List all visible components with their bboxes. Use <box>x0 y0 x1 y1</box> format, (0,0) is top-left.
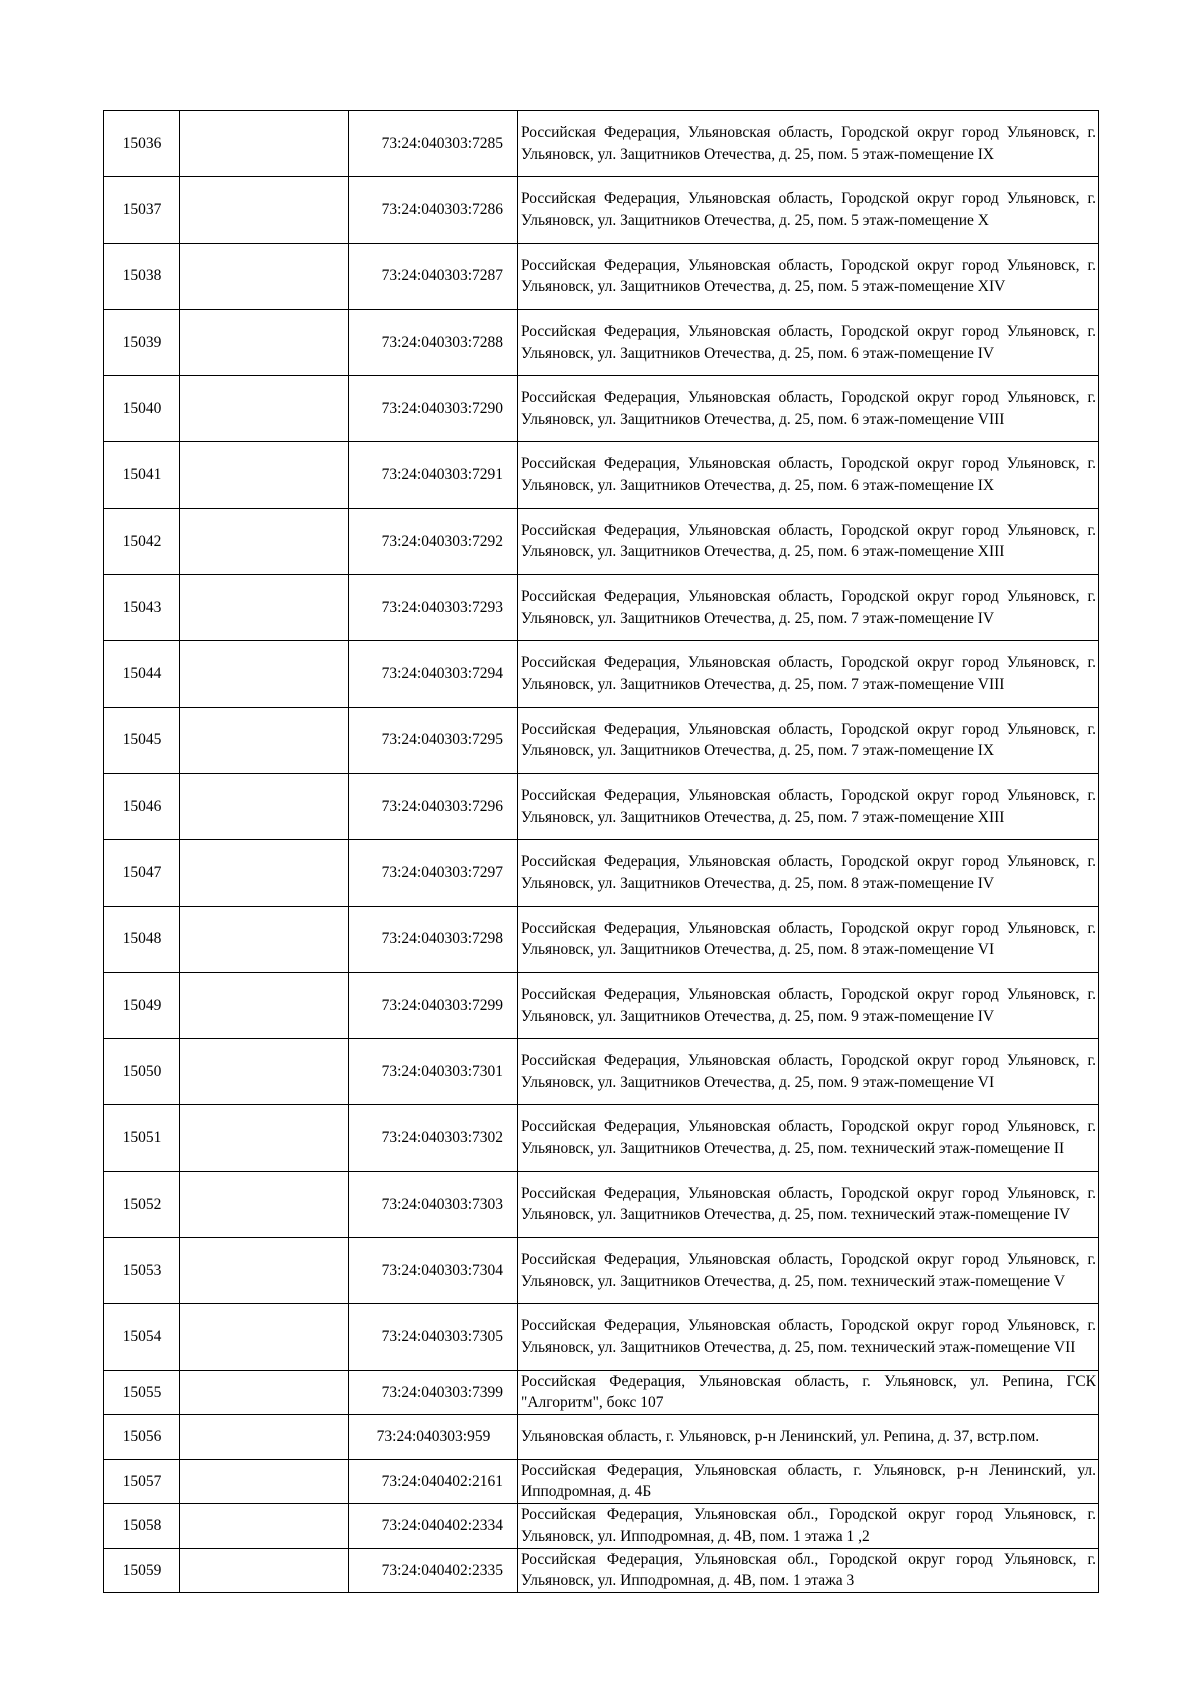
owner-cell <box>180 840 349 906</box>
table-row <box>104 1171 1099 1237</box>
table-row <box>104 1504 1099 1549</box>
row-number-cell: 15038 <box>104 243 180 309</box>
cadastral-number-cell: 73:24:040303:7303 <box>349 1171 518 1237</box>
owner-cell <box>180 575 349 641</box>
address-cell: Российская Федерация, Ульяновская область, Городской округ город Ульяновск, г. Ульяновск, ул. Защитников Отечества, д. 25, пом. 6 этаж-помещение VIII <box>518 376 1099 442</box>
cadastral-number-cell: 73:24:040303:7294 <box>349 641 518 707</box>
row-number-cell: 15051 <box>104 1105 180 1171</box>
row-number-cell: 15041 <box>104 442 180 508</box>
table-row <box>104 972 1099 1038</box>
cadastral-number-cell: 73:24:040402:2334 <box>349 1504 518 1549</box>
address-cell: Российская Федерация, Ульяновская область, Городской округ город Ульяновск, г. Ульяновск, ул. Защитников Отечества, д. 25, пом. 6 этаж-помещение XIII <box>518 508 1099 574</box>
owner-cell <box>180 972 349 1038</box>
owner-cell <box>180 177 349 243</box>
row-number-cell: 15040 <box>104 376 180 442</box>
address-cell: Российская Федерация, Ульяновская область, Городской округ город Ульяновск, г. Ульяновск, ул. Защитников Отечества, д. 25, пом. технический этаж-помещение II <box>518 1105 1099 1171</box>
owner-cell <box>180 1171 349 1237</box>
address-cell: Российская Федерация, Ульяновская область, Городской округ город Ульяновск, г. Ульяновск, ул. Защитников Отечества, д. 25, пом. 8 этаж-помещение VI <box>518 906 1099 972</box>
row-number-cell: 15037 <box>104 177 180 243</box>
owner-cell <box>180 1039 349 1105</box>
address-cell: Российская Федерация, Ульяновская область, Городской округ город Ульяновск, г. Ульяновск, ул. Защитников Отечества, д. 25, пом. 7 этаж-помещение XIII <box>518 773 1099 839</box>
table-row <box>104 707 1099 773</box>
cadastral-number-cell: 73:24:040303:7292 <box>349 508 518 574</box>
table-row <box>104 1459 1099 1504</box>
cadastral-number-cell: 73:24:040303:7301 <box>349 1039 518 1105</box>
cadastral-number-cell: 73:24:040303:7299 <box>349 972 518 1038</box>
address-cell: Российская Федерация, Ульяновская область, г. Ульяновск, р-н Ленинский, ул. Ипподромная, д. 4Б <box>518 1459 1099 1504</box>
row-number-cell: 15046 <box>104 773 180 839</box>
owner-cell <box>180 1105 349 1171</box>
cadastral-number-cell: 73:24:040303:7304 <box>349 1238 518 1304</box>
table-row <box>104 1304 1099 1370</box>
owner-cell <box>180 906 349 972</box>
row-number-cell: 15048 <box>104 906 180 972</box>
row-number-cell: 15054 <box>104 1304 180 1370</box>
address-cell: Российская Федерация, Ульяновская область, Городской округ город Ульяновск, г. Ульяновск, ул. Защитников Отечества, д. 25, пом. 5 этаж-помещение X <box>518 177 1099 243</box>
cadastral-number-cell: 73:24:040303:7302 <box>349 1105 518 1171</box>
owner-cell <box>180 508 349 574</box>
table-row <box>104 111 1099 177</box>
table-row <box>104 1238 1099 1304</box>
cadastral-number-cell: 73:24:040303:7296 <box>349 773 518 839</box>
row-number-cell: 15053 <box>104 1238 180 1304</box>
cadastral-number-cell: 73:24:040303:7286 <box>349 177 518 243</box>
owner-cell <box>180 1415 349 1460</box>
owner-cell <box>180 442 349 508</box>
address-cell: Российская Федерация, Ульяновская область, Городской округ город Ульяновск, г. Ульяновск, ул. Защитников Отечества, д. 25, пом. 5 этаж-помещение XIV <box>518 243 1099 309</box>
address-cell: Российская Федерация, Ульяновская область, Городской округ город Ульяновск, г. Ульяновск, ул. Защитников Отечества, д. 25, пом. технический этаж-помещение V <box>518 1238 1099 1304</box>
owner-cell <box>180 1238 349 1304</box>
address-cell: Российская Федерация, Ульяновская область, Городской округ город Ульяновск, г. Ульяновск, ул. Защитников Отечества, д. 25, пом. 8 этаж-помещение IV <box>518 840 1099 906</box>
owner-cell <box>180 641 349 707</box>
address-cell: Российская Федерация, Ульяновская область, Городской округ город Ульяновск, г. Ульяновск, ул. Защитников Отечества, д. 25, пом. технический этаж-помещение IV <box>518 1171 1099 1237</box>
owner-cell <box>180 1304 349 1370</box>
row-number-cell: 15055 <box>104 1370 180 1415</box>
address-cell: Российская Федерация, Ульяновская область, Городской округ город Ульяновск, г. Ульяновск, ул. Защитников Отечества, д. 25, пом. технический этаж-помещение VII <box>518 1304 1099 1370</box>
address-cell: Российская Федерация, Ульяновская область, Городской округ город Ульяновск, г. Ульяновск, ул. Защитников Отечества, д. 25, пом. 7 этаж-помещение IX <box>518 707 1099 773</box>
cadastral-number-cell: 73:24:040303:7285 <box>349 111 518 177</box>
row-number-cell: 15050 <box>104 1039 180 1105</box>
table-row <box>104 575 1099 641</box>
address-cell: Российская Федерация, Ульяновская область, Городской округ город Ульяновск, г. Ульяновск, ул. Защитников Отечества, д. 25, пом. 9 этаж-помещение IV <box>518 972 1099 1038</box>
table-row <box>104 1415 1099 1460</box>
address-cell: Ульяновская область, г. Ульяновск, р-н Ленинский, ул. Репина, д. 37, встр.пом. <box>518 1415 1099 1460</box>
cadastral-number-cell: 73:24:040402:2161 <box>349 1459 518 1504</box>
cadastral-number-cell: 73:24:040402:2335 <box>349 1548 518 1593</box>
row-number-cell: 15056 <box>104 1415 180 1460</box>
address-cell: Российская Федерация, Ульяновская обл., Городской округ город Ульяновск, г. Ульяновск, ул. Ипподромная, д. 4В, пом. 1 этажа 3 <box>518 1548 1099 1593</box>
table-row <box>104 840 1099 906</box>
address-cell: Российская Федерация, Ульяновская область, Городской округ город Ульяновск, г. Ульяновск, ул. Защитников Отечества, д. 25, пом. 9 этаж-помещение VI <box>518 1039 1099 1105</box>
table-row <box>104 1105 1099 1171</box>
cadastral-number-cell: 73:24:040303:7305 <box>349 1304 518 1370</box>
owner-cell <box>180 1459 349 1504</box>
owner-cell <box>180 773 349 839</box>
cadastral-number-cell: 73:24:040303:7297 <box>349 840 518 906</box>
owner-cell <box>180 309 349 375</box>
cadastral-number-cell: 73:24:040303:7291 <box>349 442 518 508</box>
row-number-cell: 15052 <box>104 1171 180 1237</box>
row-number-cell: 15045 <box>104 707 180 773</box>
owner-cell <box>180 243 349 309</box>
address-cell: Российская Федерация, Ульяновская область, г. Ульяновск, ул. Репина, ГСК "Алгоритм", бокс 107 <box>518 1370 1099 1415</box>
table-row <box>104 1039 1099 1105</box>
cadastral-number-cell: 73:24:040303:7293 <box>349 575 518 641</box>
table-row <box>104 1370 1099 1415</box>
table-row <box>104 773 1099 839</box>
cadastral-number-cell: 73:24:040303:7298 <box>349 906 518 972</box>
table-row <box>104 508 1099 574</box>
owner-cell <box>180 111 349 177</box>
row-number-cell: 15039 <box>104 309 180 375</box>
table-row <box>104 1548 1099 1593</box>
row-number-cell: 15047 <box>104 840 180 906</box>
table-row <box>104 641 1099 707</box>
owner-cell <box>180 1548 349 1593</box>
row-number-cell: 15057 <box>104 1459 180 1504</box>
row-number-cell: 15049 <box>104 972 180 1038</box>
table-row <box>104 442 1099 508</box>
property-register-page <box>103 110 1099 1593</box>
address-cell: Российская Федерация, Ульяновская обл., Городской округ город Ульяновск, г. Ульяновск, ул. Ипподромная, д. 4В, пом. 1 этажа 1 ,2 <box>518 1504 1099 1549</box>
owner-cell <box>180 1504 349 1549</box>
address-cell: Российская Федерация, Ульяновская область, Городской округ город Ульяновск, г. Ульяновск, ул. Защитников Отечества, д. 25, пом. 6 этаж-помещение IX <box>518 442 1099 508</box>
table-body <box>104 111 1099 1593</box>
address-cell: Российская Федерация, Ульяновская область, Городской округ город Ульяновск, г. Ульяновск, ул. Защитников Отечества, д. 25, пом. 6 этаж-помещение IV <box>518 309 1099 375</box>
row-number-cell: 15043 <box>104 575 180 641</box>
table-row <box>104 309 1099 375</box>
address-cell: Российская Федерация, Ульяновская область, Городской округ город Ульяновск, г. Ульяновск, ул. Защитников Отечества, д. 25, пом. 5 этаж-помещение IX <box>518 111 1099 177</box>
address-cell: Российская Федерация, Ульяновская область, Городской округ город Ульяновск, г. Ульяновск, ул. Защитников Отечества, д. 25, пом. 7 этаж-помещение IV <box>518 575 1099 641</box>
cadastral-number-cell: 73:24:040303:7290 <box>349 376 518 442</box>
cadastral-number-cell: 73:24:040303:959 <box>349 1415 518 1460</box>
cadastral-number-cell: 73:24:040303:7399 <box>349 1370 518 1415</box>
row-number-cell: 15036 <box>104 111 180 177</box>
table-row <box>104 376 1099 442</box>
row-number-cell: 15044 <box>104 641 180 707</box>
cadastral-number-cell: 73:24:040303:7288 <box>349 309 518 375</box>
table-row <box>104 906 1099 972</box>
row-number-cell: 15042 <box>104 508 180 574</box>
owner-cell <box>180 1370 349 1415</box>
property-register-table <box>103 110 1099 1593</box>
table-row <box>104 243 1099 309</box>
owner-cell <box>180 707 349 773</box>
row-number-cell: 15058 <box>104 1504 180 1549</box>
owner-cell <box>180 376 349 442</box>
row-number-cell: 15059 <box>104 1548 180 1593</box>
cadastral-number-cell: 73:24:040303:7295 <box>349 707 518 773</box>
cadastral-number-cell: 73:24:040303:7287 <box>349 243 518 309</box>
address-cell: Российская Федерация, Ульяновская область, Городской округ город Ульяновск, г. Ульяновск, ул. Защитников Отечества, д. 25, пом. 7 этаж-помещение VIII <box>518 641 1099 707</box>
table-row <box>104 177 1099 243</box>
